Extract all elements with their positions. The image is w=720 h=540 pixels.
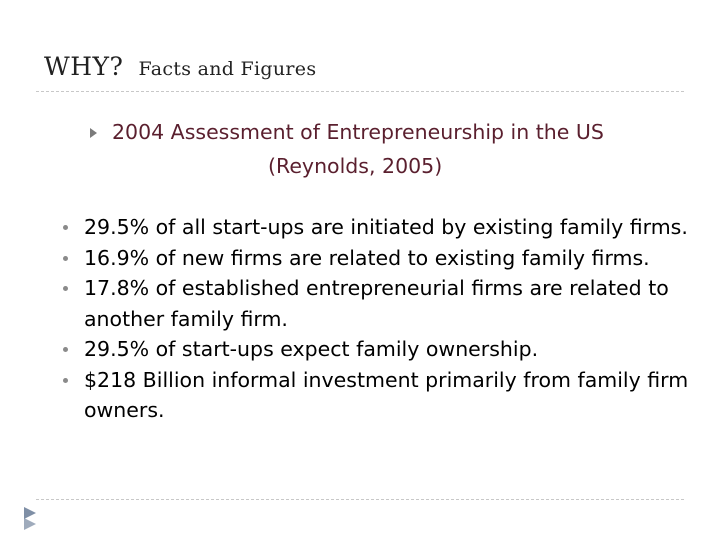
bullet-text-continued: owners.	[84, 398, 165, 422]
right-triangle-icon	[90, 128, 97, 138]
bullet-dot-icon	[63, 286, 68, 291]
bullet-item	[0, 365, 690, 426]
heading-line-2: (Reynolds, 2005)	[268, 154, 443, 178]
bullet-item	[0, 243, 690, 274]
bullet-text: $218 Billion informal investment primarily from family firm	[84, 367, 689, 392]
bullet-item	[0, 334, 690, 365]
title-main: WHY?	[44, 52, 124, 81]
title-subtitle: Facts and Figures	[138, 58, 317, 80]
bullet-dot-icon	[63, 347, 68, 352]
bullet-list	[0, 212, 690, 426]
heading-line-1: 2004 Assessment of Entrepreneurship in the US	[112, 120, 604, 144]
bullet-dot-icon	[63, 225, 68, 230]
bullet-text: 29.5% of all start-ups are initiated by existing family firms.	[84, 215, 688, 239]
slide-nav-arrows-icon[interactable]	[23, 506, 37, 530]
bottom-divider	[36, 499, 684, 500]
bullet-dot-icon	[63, 256, 68, 261]
bullet-text: 17.8% of established entrepreneurial firms are related to	[84, 276, 669, 300]
bullet-text: 29.5% of start-ups expect family ownership.	[84, 337, 539, 361]
slide-title	[44, 52, 316, 81]
bullet-text-continued: another family firm.	[84, 306, 288, 331]
bullet-dot-icon	[63, 378, 68, 383]
bullet-item	[0, 212, 690, 243]
bullet-text: 16.9% of new firms are related to existing family firms.	[84, 245, 650, 270]
top-divider	[36, 91, 684, 92]
bullet-item	[0, 273, 690, 334]
